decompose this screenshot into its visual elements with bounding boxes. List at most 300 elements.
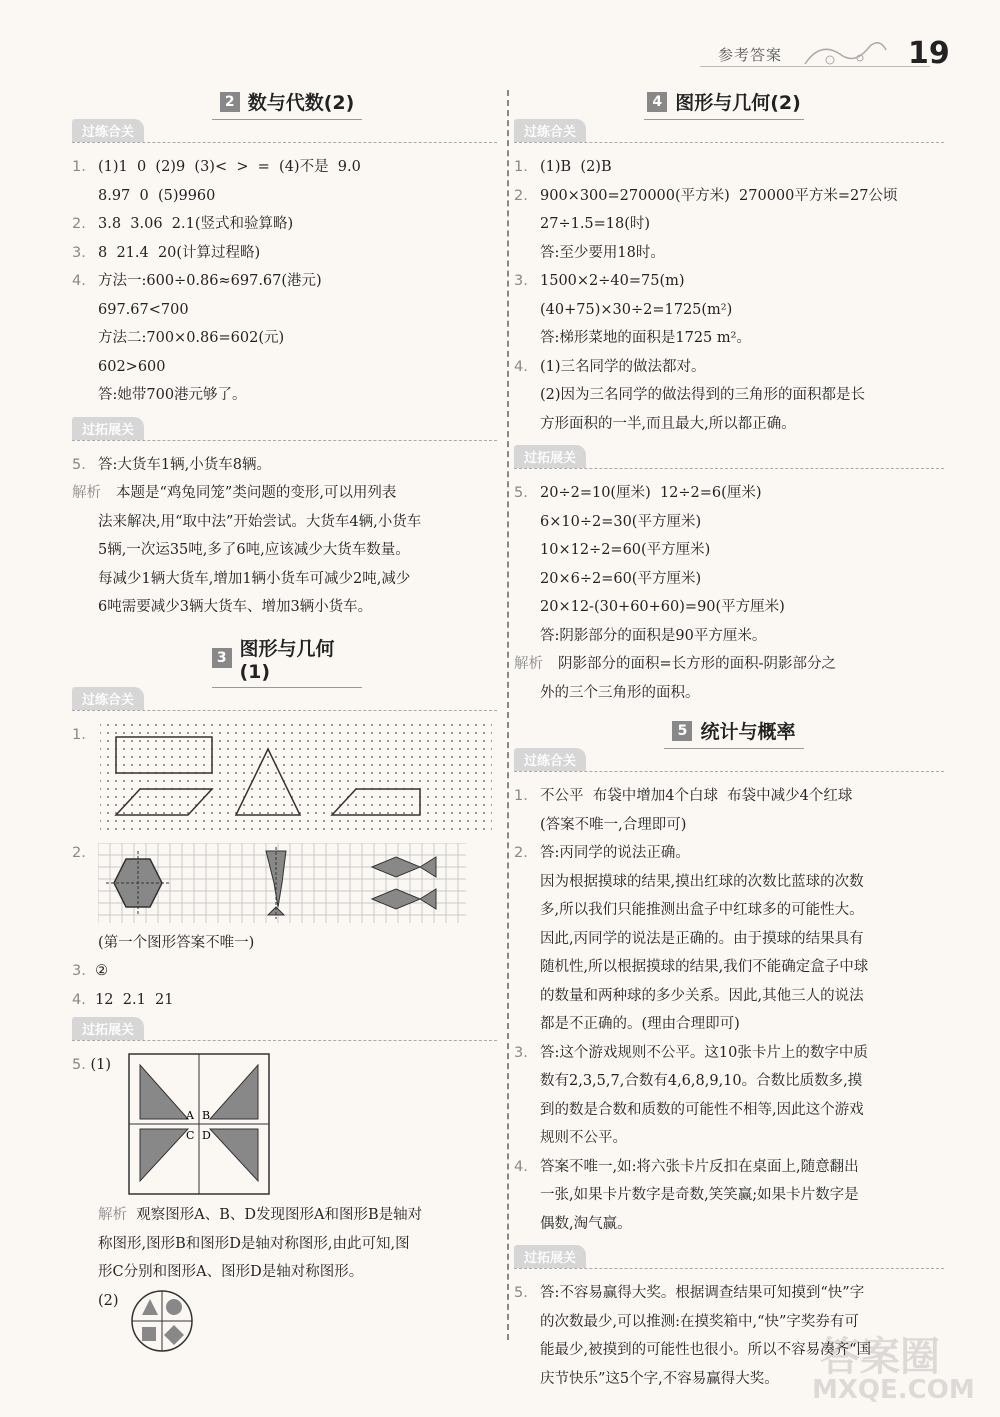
grid-dot — [107, 772, 109, 774]
grid-dot — [443, 740, 445, 742]
grid-dot — [100, 748, 101, 750]
grid-dot — [411, 780, 413, 782]
answer-text: 方法二:700×0.86=602(元) — [98, 330, 285, 346]
answer-line — [72, 451, 497, 480]
grid-dot — [107, 796, 109, 798]
grid-dot — [267, 820, 269, 822]
answer-text: 答:丙同学的说法正确。 — [540, 845, 690, 861]
grid-dot — [467, 788, 469, 790]
grid-dot — [371, 756, 373, 758]
q-number: 3. — [72, 963, 86, 979]
grid-dot — [267, 724, 269, 726]
grid-dot — [491, 756, 492, 758]
grid-dot — [251, 788, 253, 790]
grid-dot — [411, 804, 413, 806]
grid-dot — [219, 748, 221, 750]
grid-dot — [163, 756, 165, 758]
grid-dot — [347, 820, 349, 822]
grid-dot — [315, 756, 317, 758]
grid-dot — [435, 828, 437, 830]
grid-dot — [475, 804, 477, 806]
grid-dot — [331, 724, 333, 726]
grid-dot — [115, 820, 117, 822]
grid-dot — [395, 796, 397, 798]
grid-dot — [275, 780, 277, 782]
grid-dot — [443, 772, 445, 774]
grid-dot — [211, 732, 213, 734]
answer-text: 到的数是合数和质数的可能性不相等,因此这个游戏 — [540, 1101, 864, 1118]
grid-dot — [331, 772, 333, 774]
grid-dot — [395, 724, 397, 726]
grid-dot — [475, 796, 477, 798]
grid-dot — [299, 804, 301, 806]
grid-dot — [315, 724, 317, 726]
grid-dot — [195, 796, 197, 798]
grid-dot — [475, 780, 477, 782]
grid-dot — [355, 748, 357, 750]
grid-dot — [307, 756, 309, 758]
grid-dot — [387, 740, 389, 742]
grid-dot — [163, 732, 165, 734]
answer-line — [514, 239, 944, 268]
grid-dot — [131, 820, 133, 822]
grid-dot — [219, 732, 221, 734]
grid-dot — [443, 756, 445, 758]
grid-dot — [219, 828, 221, 830]
answer-text: 多,所以我们只能推测出盒子中红球多的可能性大。 — [540, 902, 864, 918]
grid-dot — [275, 812, 277, 814]
grid-dot — [379, 764, 381, 766]
grid-dot — [283, 788, 285, 790]
section-4-title — [644, 88, 804, 120]
grid-dot — [483, 724, 485, 726]
grid-dot — [443, 820, 445, 822]
grid-dot — [267, 732, 269, 734]
grid-dot — [387, 804, 389, 806]
grid-dot — [315, 780, 317, 782]
grid-dot — [275, 740, 277, 742]
answer-line — [72, 324, 497, 353]
grid-dot — [291, 748, 293, 750]
answer-text: 答:阴影部分的面积是90平方厘米。 — [540, 627, 767, 644]
grid-dot — [171, 804, 173, 806]
answer-text: 随机性,所以根据摸球的结果,我们不能确定盒子中球 — [540, 959, 869, 975]
grid-dot — [163, 724, 165, 726]
grid-dot — [371, 780, 373, 782]
grid-dot — [171, 724, 173, 726]
q5-explanation-line: 称图形,图形B和图形D是轴对称图形,由此可知,图 — [98, 1235, 410, 1252]
section-5-title — [664, 717, 804, 749]
grid-dot — [267, 772, 269, 774]
grid-dot — [163, 780, 165, 782]
grid-dot — [443, 748, 445, 750]
grid-dot — [307, 828, 309, 830]
grid-dot — [299, 828, 301, 830]
grid-dot — [275, 828, 277, 830]
grid-dot — [379, 804, 381, 806]
grid-dot — [163, 812, 165, 814]
grid-dot — [100, 724, 101, 726]
grid-dot — [355, 796, 357, 798]
grid-dot — [347, 788, 349, 790]
grid-dot — [259, 772, 261, 774]
grid-dot — [275, 804, 277, 806]
grid-dot — [363, 748, 365, 750]
grid-dot — [171, 780, 173, 782]
grid-dot — [203, 828, 205, 830]
grid-dot — [475, 740, 477, 742]
grid-dot — [483, 804, 485, 806]
grid-dot — [315, 732, 317, 734]
grid-dot — [371, 748, 373, 750]
grid-dot — [291, 804, 293, 806]
grid-dot — [139, 812, 141, 814]
watermark-url: MXQE.COM — [812, 1375, 975, 1405]
watermark-logo: 答案圈 — [820, 1334, 940, 1380]
grid-dot — [155, 804, 157, 806]
grid-dot — [291, 828, 293, 830]
grid-dot — [339, 780, 341, 782]
grid-dot — [395, 820, 397, 822]
grid-dot — [339, 740, 341, 742]
grid-dot — [243, 740, 245, 742]
grid-dot — [275, 772, 277, 774]
grid-dot — [267, 812, 269, 814]
grid-dot — [315, 788, 317, 790]
answer-text: 因为根据摸球的结果,摸出红球的次数比蓝球的次数 — [540, 873, 864, 890]
q5-explanation-line — [72, 1201, 497, 1230]
grid-dot — [291, 756, 293, 758]
grid-dot — [419, 748, 421, 750]
sec4-extension-answers — [514, 479, 944, 707]
grid-dot — [100, 812, 101, 814]
grid-dot — [139, 732, 141, 734]
grid-dot — [131, 764, 133, 766]
grid-dot — [483, 764, 485, 766]
grid-dot — [435, 820, 437, 822]
grid-dot — [355, 828, 357, 830]
grid-dot — [227, 724, 229, 726]
grid-dot — [371, 732, 373, 734]
grid-dot — [355, 804, 357, 806]
grid-dot — [475, 732, 477, 734]
grid-dot — [155, 796, 157, 798]
grid-dot — [491, 732, 492, 734]
grid-dot — [483, 828, 485, 830]
grid-dot — [331, 740, 333, 742]
header-rule — [700, 66, 930, 67]
grid-dot — [203, 732, 205, 734]
answer-text: 一张,如果卡片数字是奇数,笑笑赢;如果卡片数字是 — [540, 1187, 859, 1203]
answer-line — [514, 1039, 944, 1068]
grid-dot — [123, 748, 125, 750]
grid-dot — [107, 764, 109, 766]
q5-explanation-line: 形C分别和图形A、图形D是轴对称图形。 — [98, 1264, 364, 1280]
grid-dot — [291, 764, 293, 766]
grid-dot — [243, 764, 245, 766]
answer-text: (2)因为三名同学的做法得到的三角形的面积都是长 — [540, 387, 866, 403]
grid-dot — [147, 724, 149, 726]
grid-dot — [339, 756, 341, 758]
answer-line — [514, 381, 944, 410]
grid-dot — [227, 796, 229, 798]
grid-dot — [195, 764, 197, 766]
grid-dot — [107, 756, 109, 758]
grid-dot — [171, 748, 173, 750]
answer-text: 20×12-(30+60+60)=90(平方厘米) — [540, 599, 785, 615]
grid-dot — [379, 796, 381, 798]
section-title-text: 图形与几何(2) — [675, 92, 801, 114]
grid-dot — [363, 756, 365, 758]
grid-dot — [219, 780, 221, 782]
grid-dot — [259, 732, 261, 734]
grid-dot — [139, 780, 141, 782]
grid-dot — [139, 804, 141, 806]
grid-dot — [411, 796, 413, 798]
grid-dot — [235, 756, 237, 758]
q5b-block — [72, 1287, 497, 1357]
grid-dot — [203, 804, 205, 806]
grid-dot — [427, 740, 429, 742]
grid-dot — [387, 764, 389, 766]
grid-dot — [459, 764, 461, 766]
grid-dot — [363, 804, 365, 806]
grid-dot — [443, 812, 445, 814]
grid-dot — [347, 724, 349, 726]
grid-dot — [179, 780, 181, 782]
grid-dot — [203, 756, 205, 758]
grid-dot — [467, 772, 469, 774]
grid-dot — [219, 812, 221, 814]
grid-dot — [211, 796, 213, 798]
grid-dot — [267, 788, 269, 790]
grid-dot — [291, 820, 293, 822]
grid-dot — [203, 748, 205, 750]
grid-dot — [427, 732, 429, 734]
grid-dot — [283, 828, 285, 830]
grid-dot — [171, 828, 173, 830]
practice-tag: 过练合关 — [72, 119, 144, 142]
answer-text: 能最少,被摸到的可能性也很小。所以不容易凑齐“国 — [540, 1342, 872, 1358]
grid-dot — [315, 772, 317, 774]
grid-dot — [459, 796, 461, 798]
grid-dot — [411, 764, 413, 766]
grid-dot — [395, 732, 397, 734]
extension-tag-row — [72, 422, 497, 441]
grid-dot — [427, 796, 429, 798]
grid-dot — [451, 780, 453, 782]
grid-dot — [491, 740, 492, 742]
grid-dot — [339, 788, 341, 790]
grid-dot — [155, 820, 157, 822]
answer-text: (答案不唯一,合理即可) — [540, 816, 687, 833]
grid-dot — [379, 748, 381, 750]
grid-dot — [475, 748, 477, 750]
answer-line — [514, 1010, 944, 1039]
q3-answer — [72, 957, 497, 986]
grid-dot — [483, 780, 485, 782]
grid-dot — [299, 764, 301, 766]
grid-dot — [267, 740, 269, 742]
answer-text: 法来解决,用“取中法”开始尝试。大货车4辆,小货车 — [98, 513, 422, 530]
practice-tag: 过练合关 — [514, 119, 586, 142]
grid-dot — [403, 828, 405, 830]
grid-dot — [259, 740, 261, 742]
grid-dot — [259, 748, 261, 750]
grid-dot — [259, 796, 261, 798]
section-2-title — [212, 88, 362, 120]
grid-dot — [459, 820, 461, 822]
grid-dot — [259, 812, 261, 814]
answer-line — [514, 1096, 944, 1125]
q-number: 3. — [72, 244, 86, 261]
grid-dot — [347, 764, 349, 766]
grid-dot — [259, 820, 261, 822]
grid-dot — [347, 780, 349, 782]
grid-dot — [163, 796, 165, 798]
q-answer: 12 2.1 21 — [95, 991, 174, 1008]
grid-dot — [307, 796, 309, 798]
grid-dot — [155, 748, 157, 750]
sec2-answers — [72, 153, 497, 410]
answer-text: 答:不容易赢得大奖。根据调查结果可知摸到“快”字 — [540, 1285, 865, 1301]
grid-dot — [371, 796, 373, 798]
grid-dot — [347, 756, 349, 758]
q-number: 1. — [72, 159, 86, 175]
grid-dot — [331, 732, 333, 734]
grid-dot — [403, 724, 405, 726]
grid-dot — [371, 820, 373, 822]
grid-dot — [331, 820, 333, 822]
answer-text: 规则不公平。 — [540, 1130, 627, 1146]
grid-dot — [451, 732, 453, 734]
grid-dot — [155, 764, 157, 766]
grid-dot — [371, 740, 373, 742]
grid-dot — [307, 732, 309, 734]
answer-line — [72, 239, 497, 268]
grid-dot — [491, 828, 492, 830]
grid-dot — [355, 772, 357, 774]
grid-dot — [323, 772, 325, 774]
grid-dot — [267, 780, 269, 782]
grid-dot — [107, 804, 109, 806]
grid-dot — [107, 828, 109, 830]
grid-dot — [459, 740, 461, 742]
grid-dot — [323, 820, 325, 822]
grid-dot — [435, 724, 437, 726]
grid-dot — [323, 788, 325, 790]
grid-dot — [227, 732, 229, 734]
grid-dot — [291, 732, 293, 734]
grid-dot — [100, 756, 101, 758]
grid-dot — [443, 796, 445, 798]
q-number: 1. — [514, 788, 528, 804]
grid-dot — [315, 828, 317, 830]
grid-dot — [491, 820, 492, 822]
grid-dot — [483, 748, 485, 750]
grid-dot — [451, 724, 453, 726]
grid-dot — [323, 724, 325, 726]
grid-dot — [483, 772, 485, 774]
q-number: 2. — [72, 216, 86, 232]
grid-dot — [107, 812, 109, 814]
grid-dot — [491, 788, 492, 790]
grid-dot — [187, 740, 189, 742]
answer-text: (40+75)×30÷2=1725(m²) — [540, 301, 733, 318]
grid-dot — [179, 740, 181, 742]
answer-text: 数有2,3,5,7,合数有4,6,8,9,10。合数比质数多,摸 — [540, 1073, 863, 1089]
grid-dot — [459, 780, 461, 782]
grid-dot — [219, 796, 221, 798]
extension-tag-row — [72, 1023, 497, 1041]
grid-dot — [219, 820, 221, 822]
grid-dot — [323, 748, 325, 750]
grid-dot — [267, 804, 269, 806]
grid-dot — [100, 804, 101, 806]
grid-dot — [315, 804, 317, 806]
grid-dot — [227, 764, 229, 766]
grid-dot — [491, 748, 492, 750]
grid-dot — [107, 732, 109, 734]
grid-dot — [307, 724, 309, 726]
section-3-title — [212, 634, 362, 688]
grid-dot — [459, 812, 461, 814]
answer-text: 6吨需要减少3辆大货车、增加3辆小货车。 — [98, 599, 373, 615]
grid-dot — [179, 724, 181, 726]
grid-dot — [227, 756, 229, 758]
grid-dot — [123, 764, 125, 766]
grid-dot — [227, 804, 229, 806]
grid-dot — [403, 804, 405, 806]
grid-dot — [323, 764, 325, 766]
answer-line — [72, 565, 497, 594]
grid-dot — [299, 740, 301, 742]
grid-dot — [203, 724, 205, 726]
grid-dot — [307, 780, 309, 782]
extension-tag: 过拓展关 — [72, 417, 144, 440]
answer-line — [514, 324, 944, 353]
grid-dot — [443, 732, 445, 734]
grid-dot — [427, 780, 429, 782]
symmetry-grid-figures — [98, 843, 466, 923]
grid-dot — [235, 724, 237, 726]
q-number: 5. — [72, 1057, 86, 1073]
sec5-answers — [514, 782, 944, 1238]
answer-text: 5辆,一次运35吨,多了6吨,应该减少大货车数量。 — [98, 542, 410, 558]
grid-dot — [379, 820, 381, 822]
grid-dot — [491, 764, 492, 766]
grid-dot — [395, 804, 397, 806]
grid-dot — [299, 724, 301, 726]
grid-dot — [139, 828, 141, 830]
grid-dot — [339, 748, 341, 750]
grid-dot — [275, 796, 277, 798]
grid-dot — [387, 812, 389, 814]
grid-dot — [195, 780, 197, 782]
grid-dot — [283, 756, 285, 758]
answer-line — [514, 296, 944, 325]
grid-dot — [235, 764, 237, 766]
answer-line — [514, 410, 944, 439]
practice-tag-row — [72, 692, 497, 711]
grid-dot — [187, 796, 189, 798]
answer-line — [72, 536, 497, 565]
answer-line — [514, 925, 944, 954]
grid-dot — [235, 804, 237, 806]
grid-dot — [187, 756, 189, 758]
grid-dot — [235, 772, 237, 774]
practice-tag-row — [72, 125, 497, 143]
